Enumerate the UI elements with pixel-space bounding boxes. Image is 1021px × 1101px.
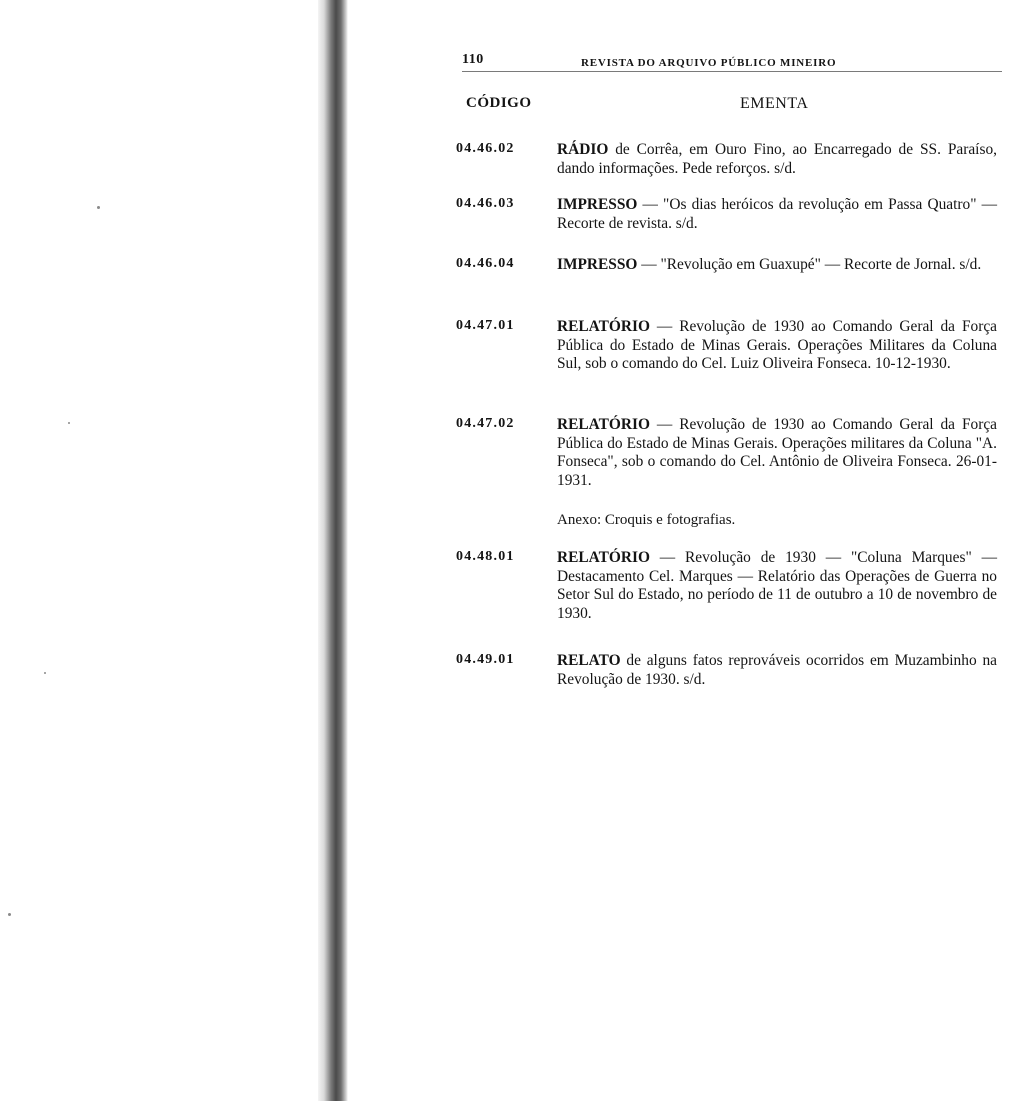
entry-text: [557, 256, 997, 275]
entry-keyword: IMPRESSO: [557, 196, 638, 213]
scan-speck: [44, 672, 46, 674]
entry-code: 04.49.01: [456, 652, 515, 667]
entry-keyword: RELATO: [557, 652, 621, 669]
entry-code: 04.48.01: [456, 549, 515, 564]
column-header-ementa: EMENTA: [740, 95, 809, 112]
entry-text: [557, 196, 997, 233]
entry-text: [557, 416, 997, 490]
entry-description: — Revolução de 1930 ao Comando Geral da Força Pública do Estado de Minas Gerais. Operações militares da Coluna "A. Fonseca", sob o comando do Cel. Antônio de Oliveira Fonseca. 26-01-1931.: [557, 416, 997, 489]
book-gutter: [318, 0, 348, 1101]
page-number: 110: [462, 52, 484, 67]
entry-keyword: IMPRESSO: [557, 256, 638, 273]
entry-description: — Revolução de 1930 ao Comando Geral da Força Pública do Estado de Minas Gerais. Operações Militares da Coluna Sul, sob o comando do Cel. Luiz Oliveira Fonseca. 10-12-1930.: [557, 318, 997, 373]
entry-code: 04.46.02: [456, 141, 515, 156]
entry-code: 04.47.02: [456, 416, 515, 431]
scan-speck: [8, 913, 11, 916]
entry-code: 04.46.03: [456, 196, 515, 211]
entry-code: 04.47.01: [456, 318, 515, 333]
entry-text: [557, 318, 997, 374]
scan-speck: [68, 422, 70, 424]
entry-keyword: RÁDIO: [557, 141, 609, 158]
entry-text: [557, 652, 997, 689]
page-header: [462, 52, 1007, 74]
entry-description: — "Os dias heróicos da revolução em Passa Quatro" — Recorte de revista. s/d.: [557, 196, 998, 232]
entry-description: — Revolução de 1930 — "Coluna Marques" — Destacamento Cel. Marques — Relatório das Operações de Guerra no Setor Sul do Estado, no período de 11 de outubro a 10 de novembro de 1930.: [557, 549, 997, 622]
entry-keyword: RELATÓRIO: [557, 416, 650, 433]
scan-speck: [97, 206, 100, 209]
entry-keyword: RELATÓRIO: [557, 549, 650, 566]
header-rule: [462, 71, 1002, 72]
entry-description: de Corrêa, em Ouro Fino, ao Encarregado de SS. Paraíso, dando informações. Pede reforços. s/d.: [557, 141, 997, 177]
running-title: REVISTA DO ARQUIVO PÚBLICO MINEIRO: [581, 57, 837, 69]
entry-annex: Anexo: Croquis e fotografias.: [557, 512, 736, 528]
entry-keyword: RELATÓRIO: [557, 318, 650, 335]
entry-code: 04.46.04: [456, 256, 515, 271]
entry-text: [557, 141, 997, 178]
entry-description: de alguns fatos reprováveis ocorridos em Muzambinho na Revolução de 1930. s/d.: [557, 652, 997, 688]
entry-text: [557, 549, 997, 623]
entry-description: — "Revolução em Guaxupé" — Recorte de Jornal. s/d.: [641, 256, 982, 273]
column-header-code: CÓDIGO: [466, 95, 532, 111]
